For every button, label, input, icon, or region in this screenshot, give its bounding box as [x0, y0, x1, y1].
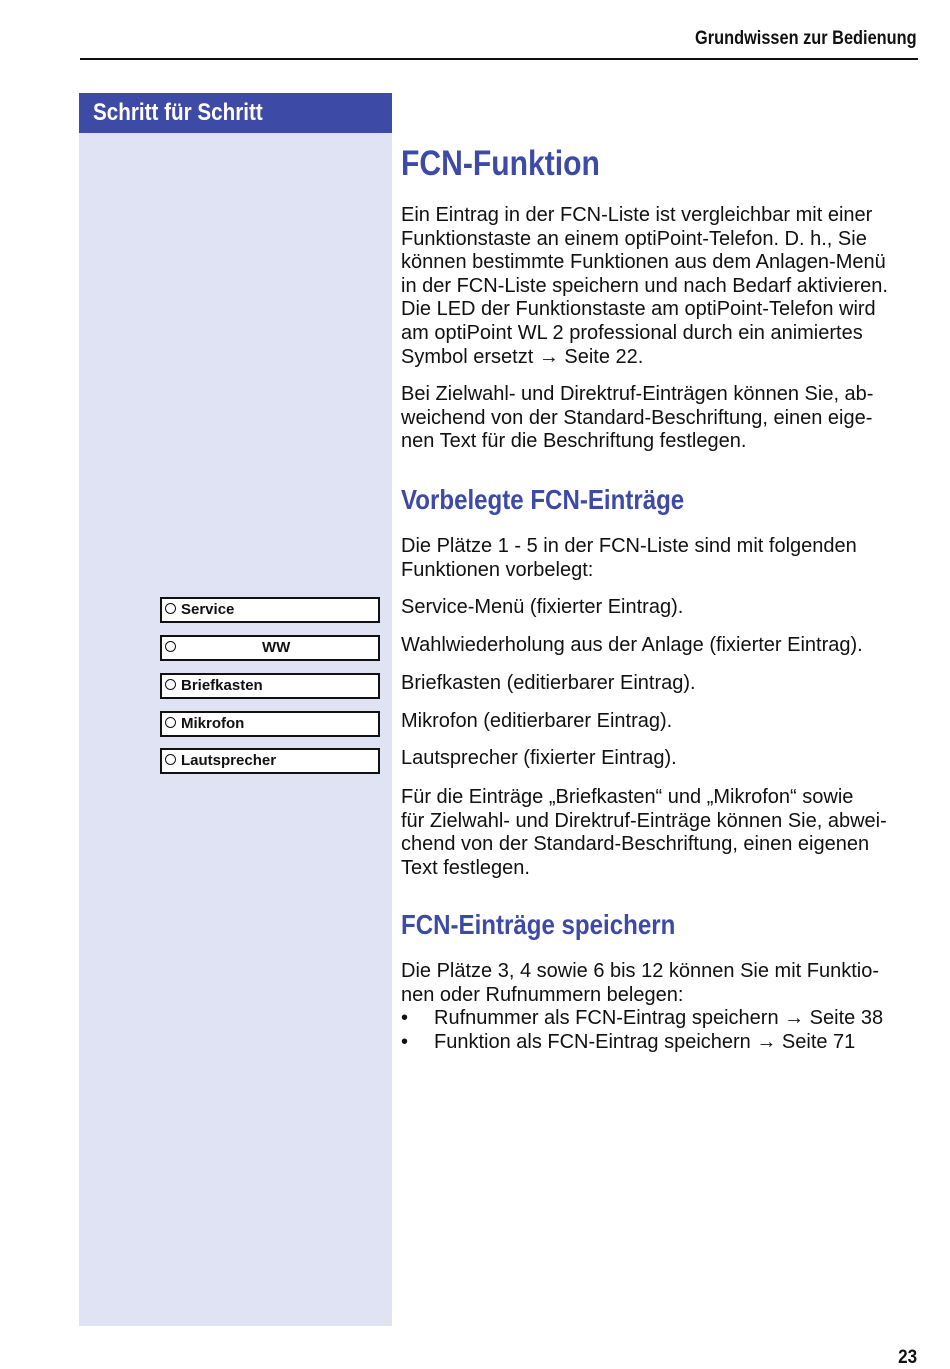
- display-key-ww[interactable]: [160, 635, 380, 661]
- text-line: Die Plätze 3, 4 sowie 6 bis 12 können Sie mit Funktio-: [401, 960, 880, 982]
- display-key-briefkasten[interactable]: [160, 673, 380, 699]
- display-key-lautsprecher[interactable]: [160, 748, 380, 774]
- text-line: für Zielwahl- und Direktruf-Einträge können Sie, abwei-: [401, 809, 887, 832]
- bullet-text[interactable]: Funktion als FCN-Eintrag speichern → Seite 71: [434, 1030, 856, 1053]
- bullet-icon: •: [401, 1007, 409, 1030]
- text-line: chend von der Standard-Beschriftung, einen eigenen: [401, 833, 870, 856]
- page-number: 23: [897, 1347, 917, 1368]
- text-line: in der FCN-Liste speichern und nach Bedarf aktivieren.: [401, 274, 888, 297]
- text-line: nen oder Rufnummern belegen:: [401, 983, 684, 1006]
- key-label: Service: [181, 601, 235, 618]
- display-key-service[interactable]: [160, 597, 380, 623]
- selection-circle-icon: [165, 717, 176, 728]
- paragraph-fcn-intro: [401, 204, 917, 369]
- preset-item-briefkasten: Briefkasten (editierbarer Eintrag).: [401, 672, 696, 694]
- paragraph-vorbelegt-note: [401, 786, 917, 880]
- text-line: nen Text für die Beschriftung festlegen.: [401, 430, 747, 453]
- text-line: Funktionstaste an einem optiPoint-Telefon. D. h., Sie: [401, 227, 867, 250]
- sidebar-header: [79, 93, 392, 133]
- text-line: können bestimmte Funktionen aus dem Anlagen-Menü: [401, 251, 886, 274]
- bullet-item-rufnummer: [401, 1007, 917, 1031]
- header-rule: [80, 58, 918, 60]
- display-key-mikrofon[interactable]: [160, 711, 380, 737]
- bullet-text[interactable]: Rufnummer als FCN-Eintrag speichern → Seite 38: [434, 1007, 884, 1030]
- text-line: am optiPoint WL 2 professional durch ein animiertes: [401, 321, 863, 344]
- preset-item-lautsprecher: Lautsprecher (fixierter Eintrag).: [401, 747, 677, 769]
- section-title-eintraege-speichern: FCN-Einträge speichern: [401, 909, 676, 940]
- preset-item-wahlwiederholung: Wahlwiederholung aus der Anlage (fixierter Eintrag).: [401, 634, 863, 656]
- sidebar-column: [79, 93, 392, 1326]
- preset-item-mikrofon: Mikrofon (editierbarer Eintrag).: [401, 710, 673, 732]
- preset-item-service: Service-Menü (fixierter Eintrag).: [401, 596, 684, 618]
- text-line: Funktionen vorbelegt:: [401, 558, 594, 581]
- bullet-icon: •: [401, 1030, 409, 1053]
- key-label: WW: [262, 639, 291, 656]
- selection-circle-icon: [165, 679, 176, 690]
- selection-circle-icon: [165, 603, 176, 614]
- key-label: Lautsprecher: [181, 752, 277, 769]
- paragraph-fcn-labels: [401, 383, 917, 454]
- paragraph-speichern: [401, 960, 917, 1054]
- text-line: weichend von der Standard-Beschriftung, einen eige-: [401, 406, 873, 429]
- text-line: Für die Einträge „Briefkasten“ und „Mikrofon“ sowie: [401, 786, 854, 808]
- section-title-vorbelegte-eintraege: Vorbelegte FCN-Einträge: [401, 484, 685, 515]
- section-title-fcn-funktion: FCN-Funktion: [401, 144, 600, 183]
- text-line: Die Plätze 1 - 5 in der FCN-Liste sind mit folgenden: [401, 535, 857, 557]
- sidebar-title: Schritt für Schritt: [93, 99, 263, 126]
- key-label: Briefkasten: [181, 677, 263, 694]
- running-header: Grundwissen zur Bedienung: [695, 28, 917, 49]
- paragraph-vorbelegt-intro: [401, 535, 917, 582]
- text-line-with-page-reference: Symbol ersetzt → Seite 22.: [401, 345, 644, 368]
- text-line: Bei Zielwahl- und Direktruf-Einträgen können Sie, ab-: [401, 383, 874, 405]
- key-label: Mikrofon: [181, 715, 245, 732]
- selection-circle-icon: [165, 641, 176, 652]
- bullet-item-funktion: [401, 1031, 917, 1055]
- text-line: Text festlegen.: [401, 856, 530, 879]
- selection-circle-icon: [165, 754, 176, 765]
- text-line: Die LED der Funktionstaste am optiPoint-Telefon wird: [401, 298, 876, 321]
- text-line: Ein Eintrag in der FCN-Liste ist vergleichbar mit einer: [401, 204, 873, 226]
